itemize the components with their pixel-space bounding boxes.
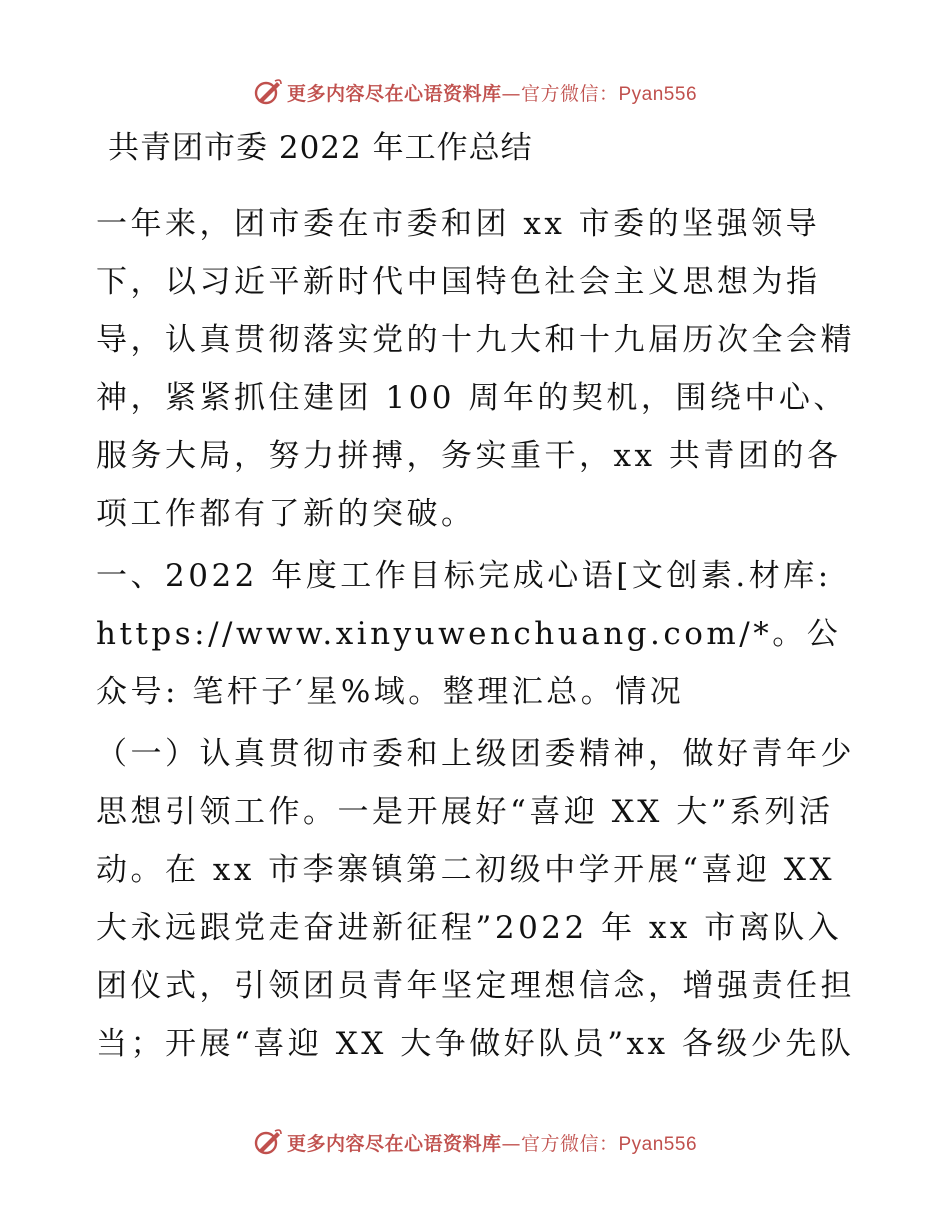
paragraph-section-heading: 一、2022 年度工作目标完成心语[文创素.材库: https://www.xinyuwenchuang.com/*。公众号: 笔杆子′星%域。整理汇总。情况 xyxy=(96,558,842,710)
document-title: 共青团市委 2022 年工作总结 xyxy=(108,130,533,166)
watermark-wechat-label: 官方微信： xyxy=(520,1132,619,1155)
quill-logo-icon xyxy=(253,1127,283,1157)
watermark-wechat-id: Pyan556 xyxy=(618,1133,698,1155)
watermark-text xyxy=(287,79,697,106)
paragraph-intro: 一年来，团市委在市委和团 xx 市委的坚强领导下，以习近平新时代中国特色社会主义思想为指导，认真贯彻落实党的十九大和十九届历次全会精神，紧紧抓住建团 100 周年的契机，围绕中心、服务大局，努力拼搏，务实重干，xx 共青团的各项工作都有了新的突破。 xyxy=(96,206,855,532)
watermark-banner-top xyxy=(0,72,950,112)
watermark-promo: 更多内容尽在心语资料库 xyxy=(286,82,502,105)
watermark-banner-bottom xyxy=(0,1122,950,1162)
watermark-wechat-label: 官方微信： xyxy=(520,82,619,105)
paragraph-subsection-1: （一）认真贯彻市委和上级团委精神，做好青年少思想引领工作。一是开展好“喜迎 XX 大”系列活动。在 xx 市李寨镇第二初级中学开展“喜迎 XX 大永远跟党走奋进新征程”2022 年 xx 市离队入团仪式，引领团员青年坚定理想信念，增强责任担当；开展“喜迎 XX 大争做好队员”xx 各级少先队 xyxy=(96,736,855,1062)
watermark-promo: 更多内容尽在心语资料库 xyxy=(286,1132,502,1155)
watermark-dash: — xyxy=(501,1132,521,1155)
quill-logo-icon xyxy=(253,77,283,107)
document-body xyxy=(96,128,856,1073)
watermark-wechat-id: Pyan556 xyxy=(618,83,698,105)
watermark-text xyxy=(287,1129,697,1156)
watermark-dash: — xyxy=(501,82,521,105)
